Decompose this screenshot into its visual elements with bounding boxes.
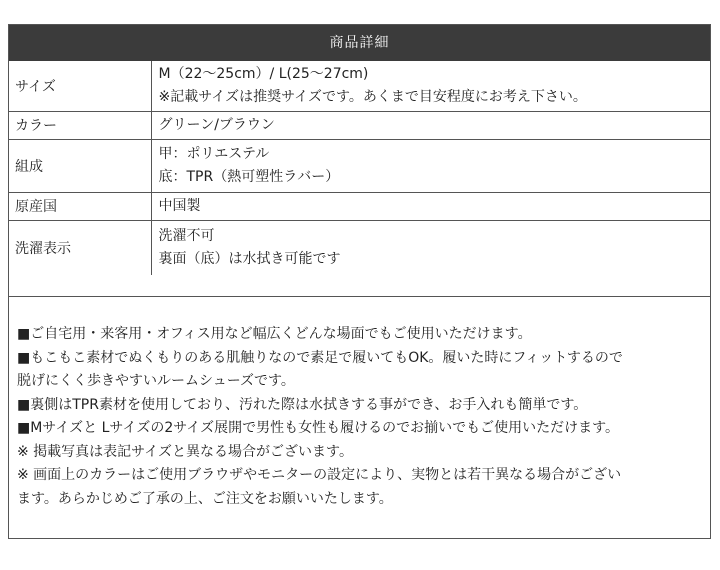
size-range: M（22～25cm）/ L(25～27cm) bbox=[158, 65, 369, 82]
spec-label: 洗濯表示 bbox=[9, 220, 151, 275]
spec-label: 組成 bbox=[9, 139, 151, 192]
composition-sole: 底：TPR（熱可塑性ラバー） bbox=[158, 168, 340, 185]
spec-row-washing bbox=[9, 220, 710, 275]
spec-row-composition bbox=[9, 139, 710, 192]
product-notes bbox=[9, 296, 710, 511]
spec-label: サイズ bbox=[9, 61, 151, 111]
note-line: ■裏側はTPR素材を使用しており、汚れた際は水拭きする事ができ、お手入れも簡単です。 bbox=[17, 396, 588, 413]
washing-value: 洗濯不可 bbox=[158, 227, 215, 244]
note-line: ■ご自宅用・来客用・オフィス用など幅広くどんな場面でもご使用いただけます。 bbox=[17, 326, 532, 342]
spec-label: 原産国 bbox=[9, 192, 151, 220]
washing-note: 裏面（底）は水拭き可能です bbox=[158, 250, 341, 267]
spec-table bbox=[9, 61, 710, 275]
spec-value bbox=[151, 61, 710, 111]
spec-value bbox=[151, 192, 710, 220]
note-line: ※ 掲載写真は表記サイズと異なる場合がございます。 bbox=[17, 443, 353, 460]
spec-value bbox=[151, 220, 710, 275]
composition-upper: 甲：ポリエステル bbox=[158, 145, 270, 162]
origin-value: 中国製 bbox=[158, 197, 201, 214]
note-line: ■Mサイズと Lサイズの2サイズ展開で男性も女性も履けるのでお揃いでもご使用いただけます。 bbox=[17, 420, 619, 436]
spec-value bbox=[151, 139, 710, 192]
section-title: 商品詳細 bbox=[9, 25, 710, 61]
spec-row-origin bbox=[9, 192, 710, 220]
note-line: 脱げにくく歩きやすいルームシューズです。 bbox=[17, 373, 295, 389]
note-line: ■もこもこ素材でぬくもりのある肌触りなので素足で履いてもOK。履いた時にフィットするので bbox=[17, 349, 623, 366]
spec-row-size bbox=[9, 61, 710, 111]
spec-row-color bbox=[9, 111, 710, 139]
spec-value bbox=[151, 111, 710, 139]
color-value: グリーン/ブラウン bbox=[158, 116, 275, 133]
product-details-panel bbox=[8, 24, 711, 539]
spec-label: カラー bbox=[9, 111, 151, 139]
note-line: ※ 画面上のカラーはご使用ブラウザやモニターの設定により、実物とは若干異なる場合がござい bbox=[17, 467, 622, 483]
size-note: ※記載サイズは推奨サイズです。あくまで目安程度にお考え下さい。 bbox=[158, 88, 587, 105]
note-line: ます。あらかじめご了承の上、ご注文をお願いいたします。 bbox=[17, 490, 393, 507]
